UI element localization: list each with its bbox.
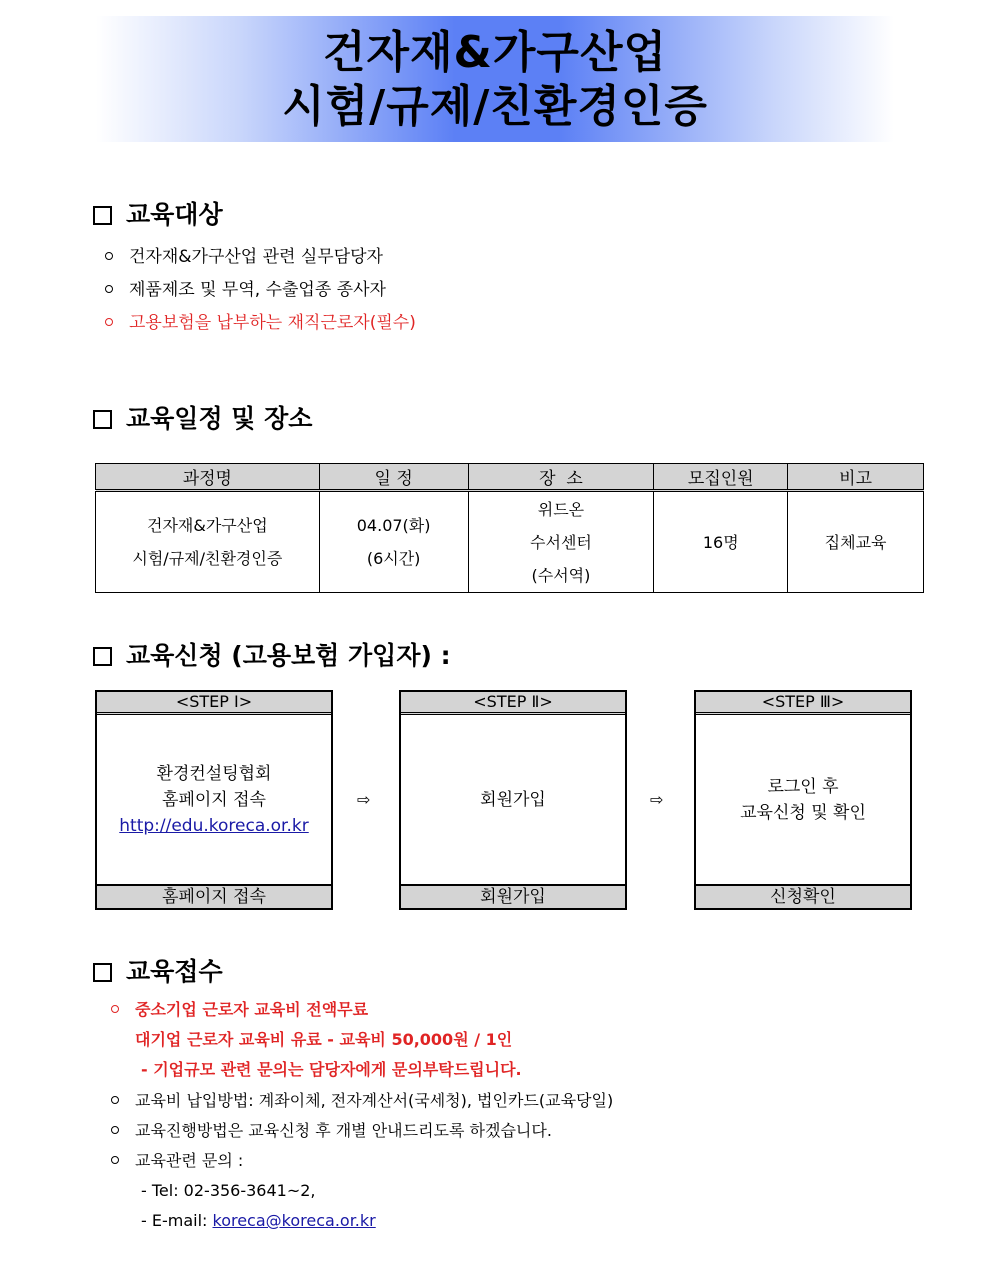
step-2-foot: 회원가입: [401, 884, 625, 908]
tel-line: - Tel: 02-356-3641~2,: [141, 1181, 316, 1200]
section-schedule-heading: 교육일정 및 장소: [93, 404, 312, 434]
process-line: 교육진행방법은 교육신청 후 개별 안내드리도록 하겠습니다.: [111, 1120, 552, 1142]
circle-bullet-icon: [111, 1156, 119, 1164]
arrow-right-icon: ⇨: [650, 790, 664, 809]
table-header-row: [96, 464, 924, 491]
circle-bullet-icon: [111, 1126, 119, 1134]
step-3-line-1: 로그인 후: [767, 777, 839, 797]
square-bullet-icon: [93, 963, 112, 982]
step-1-line-1: 환경컨설팅협회: [156, 764, 272, 784]
step-3-line-2: 교육신청 및 확인: [740, 803, 866, 823]
step-1-head: <STEP Ⅰ>: [97, 692, 331, 715]
title-line-1: 건자재&가구산업: [323, 27, 667, 78]
step-2-line-1: 회원가입: [480, 790, 546, 810]
col-date: 일 정: [319, 464, 468, 491]
target-item-3: 고용보험을 납부하는 재직근로자(필수): [105, 312, 416, 334]
section-reception-heading: 교육접수: [93, 957, 223, 987]
cell-capacity: 16명: [654, 491, 788, 593]
cell-note: 집체교육: [788, 491, 924, 593]
step-1-foot: 홈페이지 접속: [97, 884, 331, 908]
arrow-right-icon: ⇨: [357, 790, 371, 809]
title-line-2: 시험/규제/친환경인증: [282, 81, 708, 132]
step-2-box: [399, 690, 627, 910]
cell-course: 건자재&가구산업 시험/규제/친환경인증: [96, 491, 320, 593]
step-2-head: <STEP Ⅱ>: [401, 692, 625, 715]
step-1-line-2: 홈페이지 접속: [162, 790, 266, 810]
title-banner: [96, 16, 894, 142]
circle-bullet-icon: [105, 285, 113, 293]
fee-note-line: - 기업규모 관련 문의는 담당자에게 문의부탁드립니다.: [141, 1060, 522, 1079]
circle-bullet-icon: [105, 318, 113, 326]
email-link[interactable]: koreca@koreca.or.kr: [212, 1211, 376, 1230]
payment-line: 교육비 납입방법: 계좌이체, 전자계산서(국세청), 법인카드(교육당일): [111, 1090, 613, 1112]
section-apply-heading: 교육신청 (고용보험 가입자) :: [93, 641, 451, 671]
col-note: 비고: [788, 464, 924, 491]
square-bullet-icon: [93, 206, 112, 225]
fee-free-line: 중소기업 근로자 교육비 전액무료: [111, 999, 368, 1021]
homepage-link[interactable]: http://edu.koreca.or.kr: [119, 816, 309, 836]
cell-place: 위드온 수서센터 (수서역): [468, 491, 654, 593]
target-item-1: 건자재&가구산업 관련 실무담당자: [105, 246, 383, 268]
target-item-2: 제품제조 및 무역, 수출업종 종사자: [105, 279, 386, 301]
section-target-heading: 교육대상: [93, 200, 223, 230]
circle-bullet-icon: [111, 1096, 119, 1104]
col-capacity: 모집인원: [654, 464, 788, 491]
col-place: 장 소: [468, 464, 654, 491]
step-3-box: [694, 690, 912, 910]
fee-paid-line: 대기업 근로자 교육비 유료 - 교육비 50,000원 / 1인: [135, 1030, 513, 1049]
table-row: [96, 491, 924, 593]
step-3-foot: 신청확인: [696, 884, 910, 908]
circle-bullet-icon: [105, 252, 113, 260]
email-line: - E-mail: koreca@koreca.or.kr: [141, 1211, 376, 1230]
cell-date: 04.07(화) (6시간): [319, 491, 468, 593]
step-1-box: [95, 690, 333, 910]
step-3-head: <STEP Ⅲ>: [696, 692, 910, 715]
col-course: 과정명: [96, 464, 320, 491]
schedule-table: [95, 463, 924, 593]
square-bullet-icon: [93, 647, 112, 666]
square-bullet-icon: [93, 410, 112, 429]
inquiry-line: 교육관련 문의 :: [111, 1150, 243, 1172]
circle-bullet-icon: [111, 1005, 119, 1013]
